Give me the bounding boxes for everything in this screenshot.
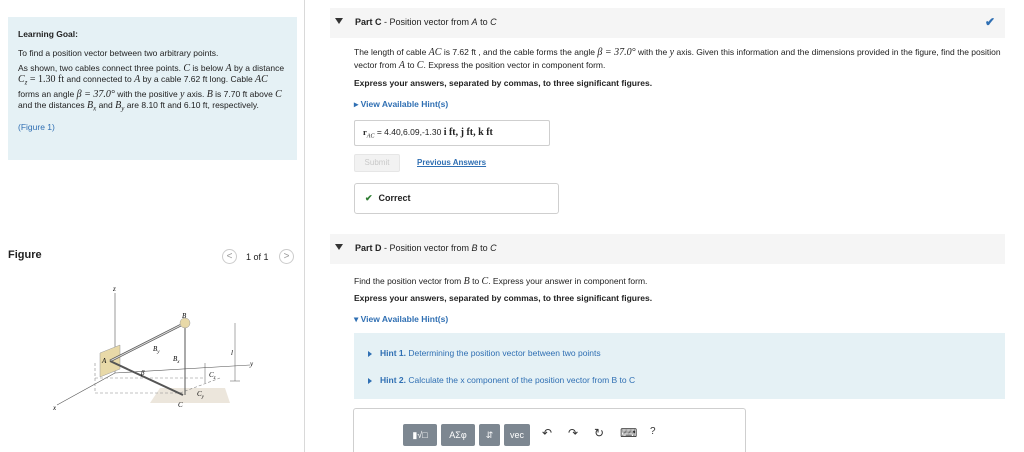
axis-y: y — [180, 88, 185, 100]
point-c: C — [183, 63, 191, 74]
cable-ac: AC — [428, 47, 442, 58]
learning-goal-box — [8, 17, 297, 160]
hint-label[interactable]: Hint 1. — [380, 348, 406, 358]
label-by — [153, 345, 160, 355]
part-d-instruction: Express your answers, separated by commas, to three significant figures. — [354, 293, 653, 303]
q-text: Find the position vector from — [354, 276, 464, 286]
previous-figure-button[interactable]: < — [222, 249, 237, 264]
part-d-label: Part D — [355, 243, 382, 253]
label-bx-sub: x — [177, 360, 180, 365]
next-figure-button[interactable]: > — [279, 249, 294, 264]
q-text: axis. Given this information and the dimensions provided in the figure, find the position vector from — [354, 47, 1001, 70]
label-cy-sub: y — [201, 395, 204, 400]
desc-text: by a cable 7.62 ft long. Cable — [140, 74, 256, 84]
bx-symbol: B — [87, 99, 94, 111]
keyboard-icon[interactable]: ⌨ — [620, 426, 638, 440]
part-d-header[interactable] — [330, 234, 1005, 264]
arrows-button[interactable]: ⇵ — [479, 424, 500, 446]
part-c-to: C — [490, 17, 497, 27]
hint-link-label[interactable]: View Available Hint(s) — [360, 314, 449, 324]
bx-sub: x — [93, 104, 97, 113]
hint-text[interactable]: Determining the position vector between two points — [405, 348, 601, 358]
desc-text: and — [96, 99, 116, 110]
label-cz — [209, 371, 216, 381]
desc-text: is 7.70 ft above — [212, 88, 276, 99]
reset-icon[interactable]: ↻ — [594, 426, 605, 440]
q-text: is 7.62 ft , and the cable forms the angle — [441, 47, 598, 57]
part-d-to: C — [490, 243, 497, 253]
right-panel — [330, 0, 1005, 452]
part-c-view-hints-link[interactable]: ▸ View Available Hint(s) — [354, 99, 449, 109]
part-d-question — [354, 275, 1004, 288]
label-cz-sub: z — [213, 376, 216, 381]
redo-icon[interactable]: ↷ — [568, 426, 579, 440]
expand-arrow-icon[interactable] — [368, 378, 372, 384]
point-b: B — [206, 88, 213, 100]
label-y: y — [250, 360, 254, 368]
point-c: C — [416, 60, 424, 71]
hint-label[interactable]: Hint 2. — [380, 375, 406, 385]
undo-icon[interactable]: ↶ — [542, 426, 553, 440]
left-panel — [0, 0, 305, 452]
by-sub: y — [121, 104, 125, 113]
collapse-caret-icon[interactable] — [335, 244, 343, 250]
desc-text: is below — [190, 63, 226, 73]
hint-1[interactable] — [368, 348, 601, 358]
part-d-title-text: - Position vector from — [381, 243, 472, 253]
learning-goal-text: To find a position vector between two arbitrary points. — [18, 48, 219, 58]
label-cy-letter: C — [197, 390, 202, 398]
answer-value: 4.40,6.09,-1.30 — [384, 127, 442, 137]
label-bx — [173, 355, 180, 365]
label-x: x — [53, 404, 57, 412]
figure-pager-text: 1 of 1 — [246, 252, 269, 262]
hints-panel — [354, 333, 1005, 399]
part-c-question — [354, 46, 1004, 72]
collapse-caret-icon[interactable] — [335, 18, 343, 24]
part-c-title-text: - Position vector from — [381, 17, 472, 27]
figure-diagram — [45, 283, 275, 413]
answer-label: r — [363, 127, 367, 137]
cable-ac: AC — [255, 74, 268, 85]
part-c-label: Part C — [355, 17, 382, 27]
point-c: C — [481, 276, 489, 287]
q-text: to — [469, 276, 482, 286]
part-c-title-text: to — [477, 17, 491, 27]
label-by-letter: B — [153, 345, 158, 353]
previous-answers-link[interactable]: Previous Answers — [417, 158, 487, 167]
cz-sub: z — [24, 78, 28, 87]
part-d-title — [355, 243, 497, 253]
expand-arrow-icon[interactable] — [368, 351, 372, 357]
symbols-button[interactable]: ΑΣφ — [441, 424, 475, 446]
hint-link-label[interactable]: View Available Hint(s) — [360, 99, 449, 109]
part-c-answer-field[interactable] — [354, 120, 550, 146]
learning-goal-description — [18, 63, 287, 114]
label-beta: β — [141, 369, 145, 377]
part-c-instruction: Express your answers, separated by commas, to three significant figures. — [354, 78, 653, 88]
point-a: A — [225, 63, 232, 74]
vec-button[interactable]: vec — [504, 424, 530, 446]
part-c-title — [355, 17, 497, 27]
submit-button[interactable]: Submit — [354, 154, 400, 172]
correct-feedback — [354, 183, 559, 214]
axis-y: y — [669, 47, 675, 58]
hint-2[interactable] — [368, 375, 635, 385]
beta-value: β = 37.0° — [76, 88, 115, 100]
templates-button[interactable]: ▮√□ — [403, 424, 437, 446]
point-b: B — [463, 276, 470, 287]
answer-units: i ft, j ft, k ft — [443, 127, 493, 138]
part-d-title-text: to — [477, 243, 491, 253]
label-b: B — [182, 312, 187, 320]
q-text: . Express the position vector in component form. — [423, 60, 606, 70]
correct-label: Correct — [378, 193, 411, 203]
cz-value: = 1.30 ft — [27, 74, 65, 85]
desc-text: and connected to — [64, 74, 135, 84]
hint-text[interactable]: Calculate the x component of the position vector from B to C — [405, 375, 636, 385]
answer-sub: AC — [366, 133, 375, 140]
part-c-header[interactable] — [330, 8, 1005, 38]
desc-text: axis. — [184, 88, 207, 99]
q-text: . Express your answer in component form. — [488, 276, 648, 286]
label-cz-letter: C — [209, 371, 214, 379]
point-c: C — [275, 88, 282, 100]
correct-check-icon: ✔ — [365, 193, 373, 203]
by-symbol: B — [115, 99, 122, 111]
label-z: z — [113, 285, 116, 293]
label-c: C — [178, 401, 183, 409]
figure-header — [8, 248, 297, 268]
desc-text: forms an angle — [18, 88, 77, 99]
cz-symbol: C — [18, 74, 25, 85]
part-d-from: B — [471, 243, 478, 253]
part-c-from: A — [471, 17, 478, 27]
label-bx-letter: B — [173, 355, 178, 363]
point-a: A — [134, 74, 141, 85]
label-l: l — [231, 349, 233, 357]
answer-editor[interactable] — [353, 408, 746, 452]
figure-title: Figure — [8, 249, 42, 261]
part-d-view-hints-link[interactable]: ▾ View Available Hint(s) — [354, 314, 449, 324]
q-text: The length of cable — [354, 47, 429, 57]
point-a: A — [398, 60, 405, 71]
ground-surface — [150, 388, 230, 403]
completed-check-icon: ✔ — [984, 15, 995, 29]
beta-value: β = 37.0° — [597, 47, 636, 58]
help-icon[interactable]: ? — [650, 426, 656, 437]
q-text: with the — [635, 47, 670, 57]
figure-link[interactable]: (Figure 1) — [18, 122, 55, 133]
desc-text: As shown, two cables connect three points. — [18, 63, 184, 73]
answer-eq: = — [374, 127, 385, 137]
learning-goal-title: Learning Goal: — [18, 29, 78, 39]
desc-text: with the positive — [114, 88, 181, 99]
desc-text: and the distances — [18, 99, 87, 110]
q-text: to — [404, 60, 417, 70]
label-a: A — [102, 357, 107, 365]
desc-text: by a distance — [231, 63, 285, 73]
desc-text: are 8.10 ft and 6.10 ft, respectively. — [124, 99, 259, 110]
label-by-sub: y — [157, 350, 160, 355]
